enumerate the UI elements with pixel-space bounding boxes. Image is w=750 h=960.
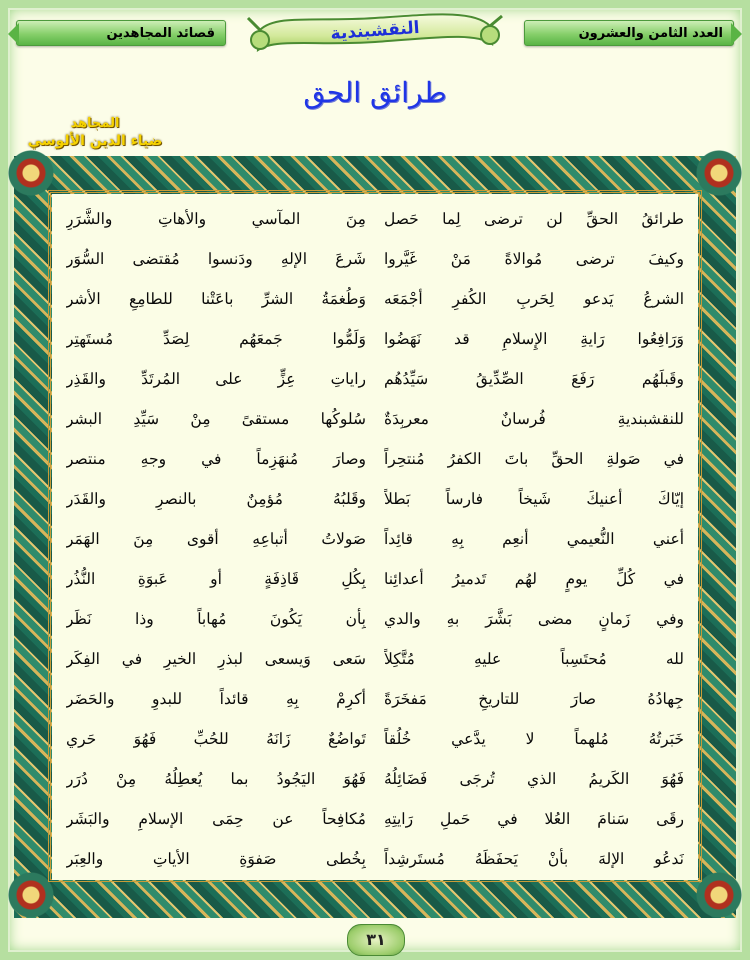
verse-second-half: مِنَ المآسي والأهاتِ والشَّرَرِ: [66, 210, 366, 228]
verse-row: [52, 800, 698, 838]
verse-first-half: لله مُحتَسِباً عليهِ مُتَّكِلاً: [384, 650, 684, 668]
verse-second-half: سَعى وَيسعى لبذرِ الخيرِ في الفِكَر: [66, 650, 366, 668]
verse-row: [52, 840, 698, 878]
verse-second-half: فَهُوَ اليَجُودُ بما يُعطِلُهُ مِنْ دُرَر: [66, 770, 366, 788]
verse-row: [52, 720, 698, 758]
verse-row: [52, 600, 698, 638]
verse-second-half: شَرعَ الإلهِ ودَنسوا مُقتضى السُّوَر: [66, 250, 366, 268]
corner-ornament-icon: [696, 150, 742, 196]
verse-second-half: بِأن يَكُونَ مُهاباً وذا نَظَر: [66, 610, 366, 628]
section-label: قصائد المجاهدين: [106, 26, 215, 41]
issue-label: العدد الثامن والعشرون: [578, 26, 723, 41]
verse-first-half: للنقشبنديةِ فُرسانٌ معربِدَةٌ: [384, 410, 684, 428]
banner-title: النقشبندية: [329, 17, 421, 45]
verse-first-half: وفي زَمانٍ مضى بَشَّرَ بهِ والدي: [384, 610, 684, 628]
verse-first-half: رقَى سَنامَ العُلا في حَملِ رَايتِهِ: [384, 810, 684, 828]
verse-first-half: فَهُوَ الكَريمُ الذي تُرجَى فَضَائِلُهُ: [384, 770, 684, 788]
verse-first-half: الشرعُ يَدعو لِحَربِ الكُفرِ أجْمَعَه: [384, 290, 684, 308]
verse-second-half: تَواضُعٌ زَانَهُ للحُبِّ فَهُوَ حَري: [66, 730, 366, 748]
author-label: المجاهد: [70, 116, 120, 131]
verse-row: [52, 320, 698, 358]
verse-row: [52, 360, 698, 398]
verse-first-half: وكيفَ ترضى مُوالاةً مَنْ غَيَّروا: [384, 250, 684, 268]
verse-second-half: راياتِ عِزٍّ على المُرتَدِّ والقَذِر: [66, 370, 366, 388]
verse-second-half: بِكُلِ قَاذِفَةٍ أو عَبوَةِ النُّذُر: [66, 570, 366, 588]
verse-second-half: سُلوكُها مستقىً مِنْ سَيِّدِ البشر: [66, 410, 366, 428]
issue-ribbon: [524, 20, 734, 46]
author-block: [10, 116, 180, 149]
verse-second-half: وَلَمُّوا جَمعَهُم لِصَدِّ مُستَهتِر: [66, 330, 366, 348]
verse-row: [52, 640, 698, 678]
verse-row: [52, 480, 698, 518]
banner-scroll: [246, 8, 504, 56]
verse-first-half: في كُلِّ يومٍ لهُم تَدميرُ أعدائِنا: [384, 570, 684, 588]
verse-row: [52, 760, 698, 798]
poem-title: طرائق الحق: [303, 76, 447, 109]
verse-row: [52, 240, 698, 278]
verse-second-half: مُكافِحاً عن حِمَى الإسلامِ والبَشَر: [66, 810, 366, 828]
verse-row: [52, 560, 698, 598]
poem-body: [52, 196, 698, 880]
verse-second-half: وصارَ مُنهَزِماً في وجهِ منتصر: [66, 450, 366, 468]
section-ribbon: [16, 20, 226, 46]
verse-first-half: إيّاكَ أعنيكَ شَيخاً فارساً بَطلاً: [384, 490, 684, 508]
verse-second-half: وَطُغمَةُ الشرِّ باعَتْنا للطامِعِ الأشر: [66, 290, 366, 308]
verse-row: [52, 280, 698, 318]
verse-row: [52, 680, 698, 718]
corner-ornament-icon: [696, 872, 742, 918]
verse-first-half: جِهادُهُ صارَ للتاريخِ مَفخَرَةً: [384, 690, 684, 708]
author-name: ضياء الدين الألوسي: [27, 133, 163, 149]
verse-first-half: وقَبلَهُم رَفَعَ الصِّدِّيقُ سَيِّدُهُم: [384, 370, 684, 388]
verse-row: [52, 440, 698, 478]
verse-row: [52, 520, 698, 558]
verse-first-half: خَبَرتُهُ مُلهماً لا يدَّعي خُلُقاً: [384, 730, 684, 748]
verse-first-half: وَرَافِعُوا رَايةِ الإِسلامِ قد نَهَضُوا: [384, 330, 684, 348]
verse-second-half: وقَلبُهُ مُؤمِنٌ بالنصرِ والقَدَر: [66, 490, 366, 508]
verse-first-half: نَدعُو الإلهَ بأنْ يَحفَظَهُ مُستَرشِداً: [384, 850, 684, 868]
verse-first-half: طرائقُ الحقِّ لن ترضى لِما حَصل: [384, 210, 684, 228]
verse-first-half: في صَولةِ الحقِّ باتَ الكفرُ مُنتحِراً: [384, 450, 684, 468]
verse-row: [52, 400, 698, 438]
verse-row: [52, 200, 698, 238]
verse-first-half: أعني النُّعيمي أنعِم بِهِ قائِداً: [384, 530, 684, 548]
verse-second-half: صَولاتُ أتباعِهِ أقوى مِنَ الهَمَر: [66, 530, 366, 548]
verse-second-half: بِخُطى صَفوَةِ الأياتِ والعِبَر: [66, 850, 366, 868]
verse-second-half: أكرِمْ بِهِ قائداً للبدوِ والحَضَر: [66, 690, 366, 708]
page-number: ٣١: [347, 924, 405, 956]
